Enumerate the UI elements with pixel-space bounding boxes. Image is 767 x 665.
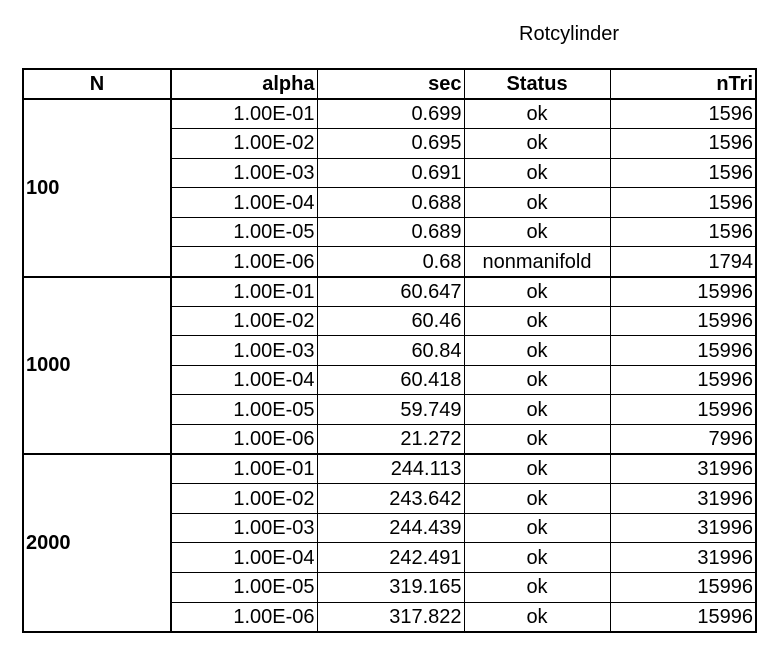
- n-group-cell[interactable]: 2000: [23, 454, 171, 632]
- status-cell[interactable]: ok: [464, 513, 610, 543]
- ntri-cell[interactable]: 15996: [610, 365, 756, 395]
- alpha-cell[interactable]: 1.00E-06: [171, 425, 317, 455]
- alpha-cell[interactable]: 1.00E-05: [171, 217, 317, 247]
- sec-cell[interactable]: 0.688: [317, 188, 464, 218]
- alpha-cell[interactable]: 1.00E-05: [171, 395, 317, 425]
- alpha-cell[interactable]: 1.00E-03: [171, 513, 317, 543]
- status-cell[interactable]: ok: [464, 99, 610, 129]
- column-header-n[interactable]: N: [23, 69, 171, 99]
- sec-cell[interactable]: 60.418: [317, 365, 464, 395]
- status-cell[interactable]: ok: [464, 277, 610, 307]
- sec-cell[interactable]: 242.491: [317, 543, 464, 573]
- status-cell[interactable]: ok: [464, 188, 610, 218]
- header-row: [23, 69, 756, 99]
- alpha-cell[interactable]: 1.00E-02: [171, 129, 317, 159]
- alpha-cell[interactable]: 1.00E-04: [171, 365, 317, 395]
- status-cell[interactable]: ok: [464, 395, 610, 425]
- ntri-cell[interactable]: 31996: [610, 543, 756, 573]
- sec-cell[interactable]: 21.272: [317, 425, 464, 455]
- sec-cell[interactable]: 0.68: [317, 247, 464, 277]
- ntri-cell[interactable]: 15996: [610, 306, 756, 336]
- sec-cell[interactable]: 59.749: [317, 395, 464, 425]
- alpha-cell[interactable]: 1.00E-04: [171, 543, 317, 573]
- column-header-status[interactable]: Status: [464, 69, 610, 99]
- alpha-cell[interactable]: 1.00E-03: [171, 336, 317, 366]
- status-cell[interactable]: ok: [464, 129, 610, 159]
- sec-cell[interactable]: 60.84: [317, 336, 464, 366]
- column-header-ntri[interactable]: nTri: [610, 69, 756, 99]
- status-cell[interactable]: ok: [464, 573, 610, 603]
- status-cell[interactable]: ok: [464, 158, 610, 188]
- ntri-cell[interactable]: 1596: [610, 158, 756, 188]
- status-cell[interactable]: ok: [464, 602, 610, 632]
- ntri-cell[interactable]: 31996: [610, 484, 756, 514]
- alpha-cell[interactable]: 1.00E-01: [171, 454, 317, 484]
- sec-cell[interactable]: 60.46: [317, 306, 464, 336]
- ntri-cell[interactable]: 15996: [610, 573, 756, 603]
- n-group-cell[interactable]: 1000: [23, 277, 171, 455]
- sec-cell[interactable]: 244.439: [317, 513, 464, 543]
- ntri-cell[interactable]: 1794: [610, 247, 756, 277]
- alpha-cell[interactable]: 1.00E-03: [171, 158, 317, 188]
- status-cell[interactable]: ok: [464, 484, 610, 514]
- column-header-alpha[interactable]: alpha: [171, 69, 317, 99]
- sec-cell[interactable]: 244.113: [317, 454, 464, 484]
- alpha-cell[interactable]: 1.00E-05: [171, 573, 317, 603]
- status-cell[interactable]: ok: [464, 306, 610, 336]
- sec-cell[interactable]: 243.642: [317, 484, 464, 514]
- results-table: [22, 68, 757, 633]
- ntri-cell[interactable]: 15996: [610, 602, 756, 632]
- sec-cell[interactable]: 0.699: [317, 99, 464, 129]
- alpha-cell[interactable]: 1.00E-02: [171, 306, 317, 336]
- ntri-cell[interactable]: 15996: [610, 277, 756, 307]
- status-cell[interactable]: ok: [464, 336, 610, 366]
- alpha-cell[interactable]: 1.00E-02: [171, 484, 317, 514]
- status-cell[interactable]: ok: [464, 425, 610, 455]
- column-header-sec[interactable]: sec: [317, 69, 464, 99]
- sec-cell[interactable]: 0.691: [317, 158, 464, 188]
- status-cell[interactable]: ok: [464, 365, 610, 395]
- table-row: [23, 277, 756, 307]
- status-cell[interactable]: ok: [464, 543, 610, 573]
- alpha-cell[interactable]: 1.00E-01: [171, 99, 317, 129]
- alpha-cell[interactable]: 1.00E-06: [171, 247, 317, 277]
- sec-cell[interactable]: 317.822: [317, 602, 464, 632]
- n-group-cell[interactable]: 100: [23, 99, 171, 277]
- status-cell[interactable]: nonmanifold: [464, 247, 610, 277]
- alpha-cell[interactable]: 1.00E-01: [171, 277, 317, 307]
- sec-cell[interactable]: 319.165: [317, 573, 464, 603]
- alpha-cell[interactable]: 1.00E-04: [171, 188, 317, 218]
- sec-cell[interactable]: 0.695: [317, 129, 464, 159]
- ntri-cell[interactable]: 7996: [610, 425, 756, 455]
- table-row: [23, 454, 756, 484]
- ntri-cell[interactable]: 31996: [610, 454, 756, 484]
- table-row: [23, 99, 756, 129]
- sec-cell[interactable]: 0.689: [317, 217, 464, 247]
- ntri-cell[interactable]: 31996: [610, 513, 756, 543]
- ntri-cell[interactable]: 1596: [610, 99, 756, 129]
- ntri-cell[interactable]: 15996: [610, 336, 756, 366]
- ntri-cell[interactable]: 1596: [610, 129, 756, 159]
- ntri-cell[interactable]: 1596: [610, 217, 756, 247]
- status-cell[interactable]: ok: [464, 217, 610, 247]
- ntri-cell[interactable]: 15996: [610, 395, 756, 425]
- sheet-title: Rotcylinder: [519, 23, 620, 45]
- status-cell[interactable]: ok: [464, 454, 610, 484]
- alpha-cell[interactable]: 1.00E-06: [171, 602, 317, 632]
- sec-cell[interactable]: 60.647: [317, 277, 464, 307]
- ntri-cell[interactable]: 1596: [610, 188, 756, 218]
